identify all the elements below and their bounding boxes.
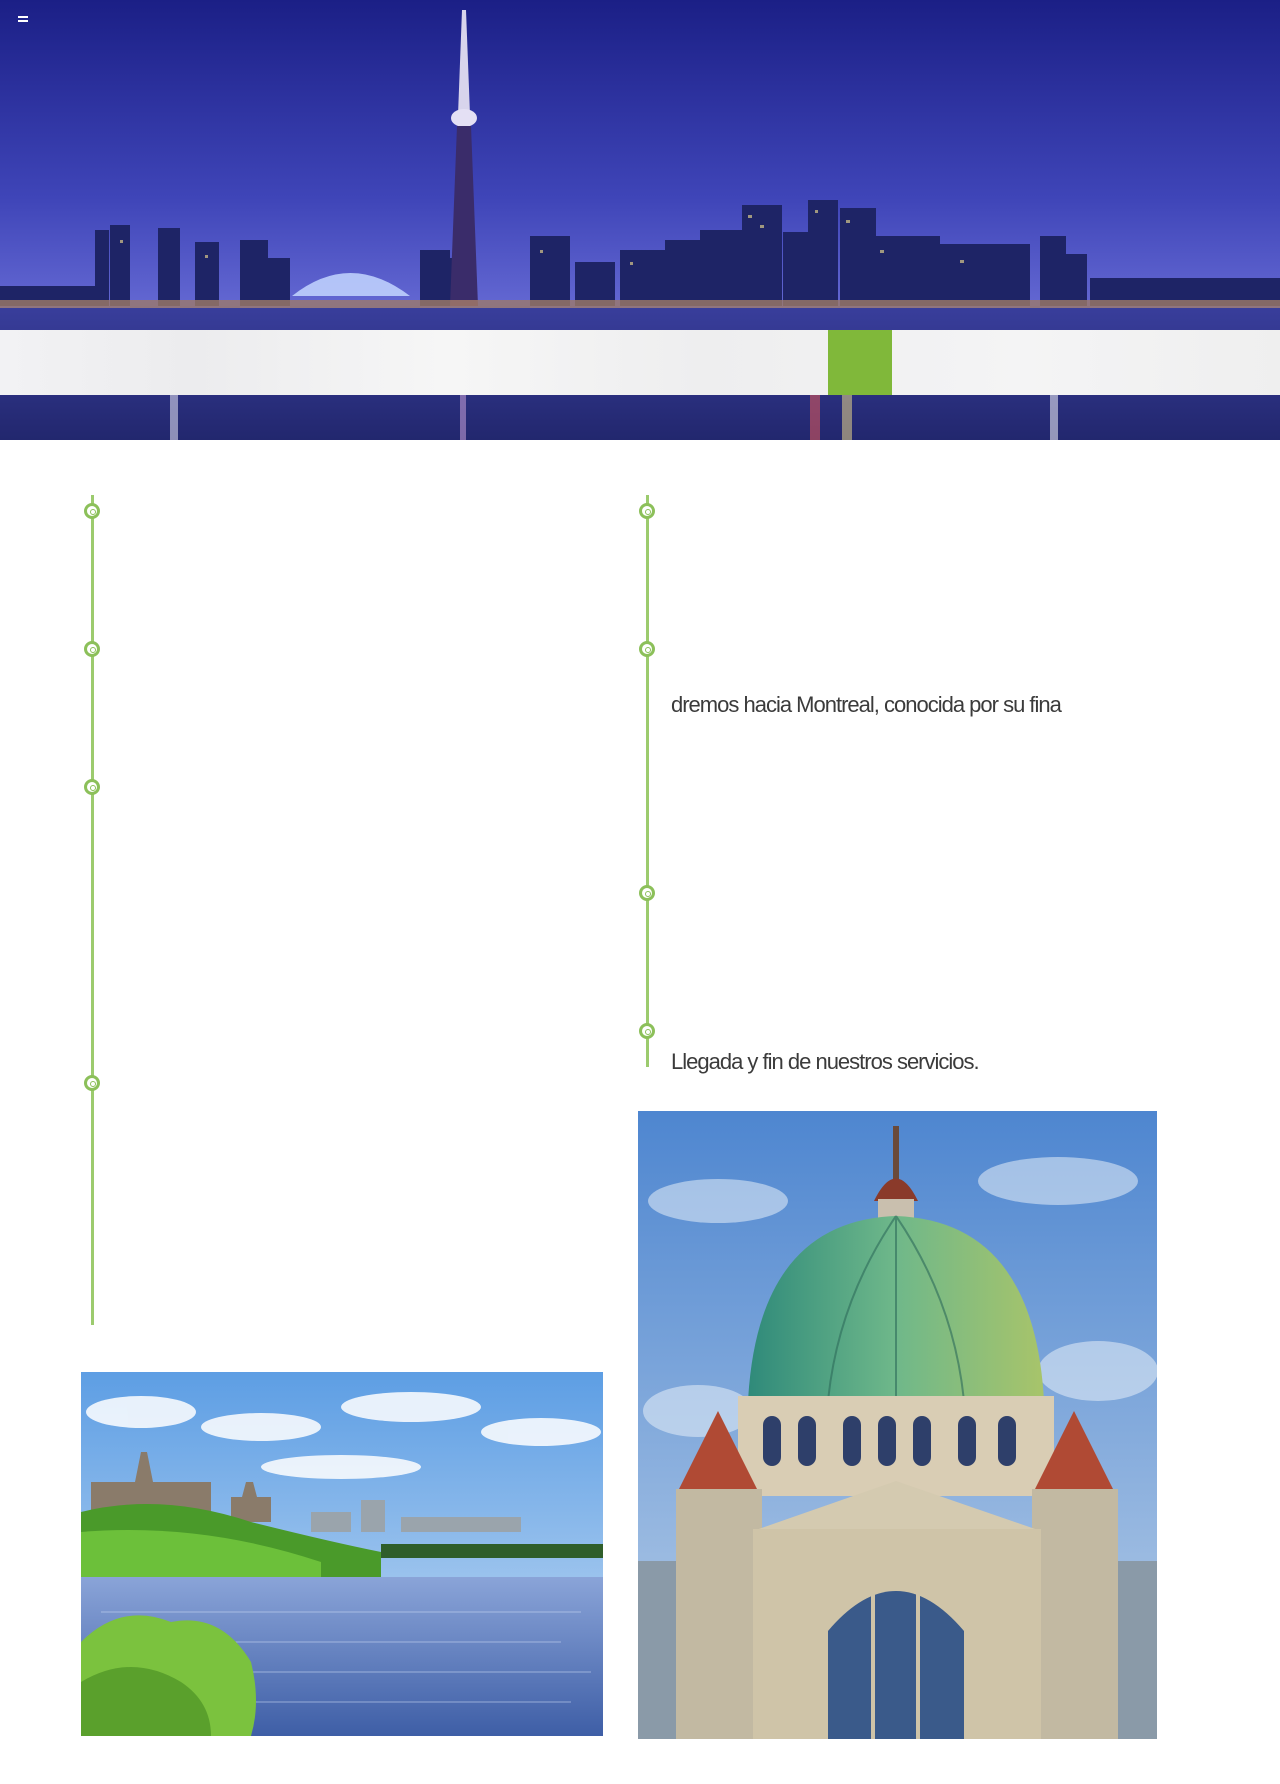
timeline-marker-icon bbox=[639, 1023, 655, 1039]
timeline-marker-icon bbox=[84, 779, 100, 795]
hero-title-band bbox=[0, 330, 1280, 395]
timeline-marker-icon bbox=[84, 1075, 100, 1091]
timeline-marker-icon bbox=[84, 641, 100, 657]
ottawa-parliament-photo bbox=[81, 1372, 603, 1736]
oratory-dome-photo bbox=[638, 1111, 1157, 1739]
timeline-right bbox=[646, 495, 649, 1067]
menu-icon[interactable] bbox=[18, 16, 28, 24]
itinerary-arrival-text: Llegada y fin de nuestros servicios. bbox=[671, 1049, 979, 1074]
hero-accent-block bbox=[828, 330, 892, 395]
timeline-marker-icon bbox=[84, 503, 100, 519]
timeline-marker-icon bbox=[639, 503, 655, 519]
timeline-left bbox=[91, 495, 94, 1325]
timeline-marker-icon bbox=[639, 885, 655, 901]
itinerary-montreal-text: dremos hacia Montreal, conocida por su fina bbox=[671, 692, 1061, 717]
timeline-marker-icon bbox=[639, 641, 655, 657]
